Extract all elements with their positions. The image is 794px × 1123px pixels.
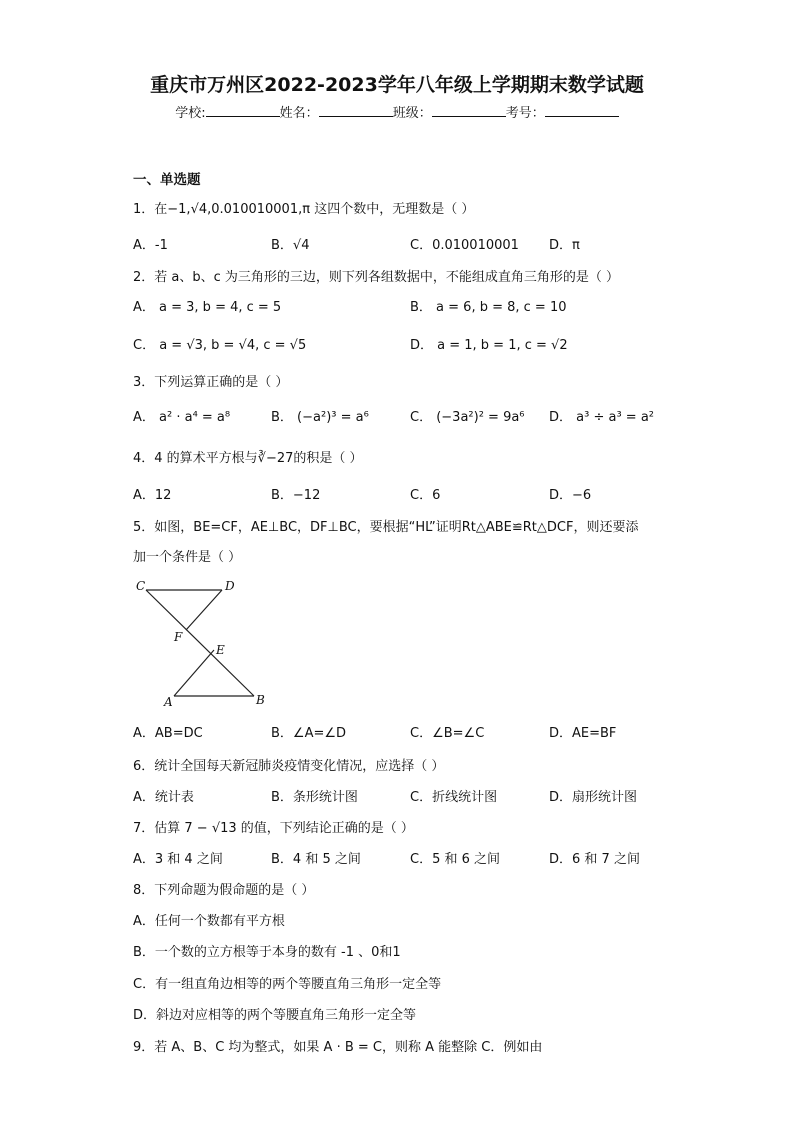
q5-option-c: C．∠B=∠C (410, 726, 485, 741)
name-blank[interactable] (319, 104, 393, 117)
q4-option-d: D．−6 (549, 488, 592, 503)
segment-ea (174, 650, 214, 696)
q5-option-d: D．AE=BF (549, 726, 617, 741)
q3-option-b: B． (−a²)³ = a⁶ (271, 410, 369, 425)
q3-option-d: D． a³ ÷ a³ = a² (549, 410, 654, 425)
q1-option-a: A．-1 (133, 238, 168, 253)
q2-option-a: A． a = 3, b = 4, c = 5 (133, 300, 282, 315)
school-blank[interactable] (206, 104, 280, 117)
question-2-stem: 2．若 a、b、c 为三角形的三边，则下列各组数据中，不能组成直角三角形的是（ ） (133, 270, 620, 285)
q6-option-d: D．扇形统计图 (549, 790, 638, 805)
school-label: 学校: (175, 106, 206, 121)
q6-option-a: A．统计表 (133, 790, 194, 805)
label-e: E (216, 643, 225, 657)
q7-option-d: D．6 和 7 之间 (549, 852, 640, 867)
question-4-stem: 4．4 的算术平方根与∛−27的积是（ ） (133, 451, 363, 466)
q6-option-c: C．折线统计图 (410, 790, 498, 805)
q7-option-a: A．3 和 4 之间 (133, 852, 223, 867)
q4-option-c: C．6 (410, 488, 441, 503)
section-title: 一、单选题 (133, 172, 201, 188)
exam-no-blank[interactable] (545, 104, 619, 117)
question-5-stem-cont: 加一个条件是（ ） (133, 550, 242, 565)
name-label: 姓名： (279, 106, 319, 121)
question-7-stem: 7．估算 7 − √13 的值，下列结论正确的是（ ） (133, 821, 414, 836)
q4-option-b: B．−12 (271, 488, 321, 503)
q7-option-c: C．5 和 6 之间 (410, 852, 501, 867)
student-info-line (0, 102, 794, 121)
q8-option-a: A．任何一个数都有平方根 (133, 914, 285, 929)
question-9-stem: 9．若 A、B、C 均为整式，如果 A · B = C，则称 A 能整除 C．例如由 (133, 1040, 543, 1055)
class-blank[interactable] (432, 104, 506, 117)
page-title: 重庆市万州区2022-2023学年八年级上学期期末数学试题 (150, 74, 644, 96)
exam-no-label: 考号： (505, 106, 545, 121)
question-6-stem: 6．统计全国每天新冠肺炎疫情变化情况，应选择（ ） (133, 759, 445, 774)
q5-option-b: B．∠A=∠D (271, 726, 347, 741)
q4-option-a: A．12 (133, 488, 172, 503)
q2-option-b: B． a = 6, b = 8, c = 10 (410, 300, 567, 315)
geometry-figure (130, 574, 280, 714)
segment-df (186, 590, 222, 630)
question-3-stem: 3．下列运算正确的是（ ） (133, 375, 289, 390)
q3-option-a: A． a² · a⁴ = a⁸ (133, 410, 231, 425)
q7-option-b: B．4 和 5 之间 (271, 852, 361, 867)
question-5-stem: 5．如图，BE=CF，AE⊥BC，DF⊥BC，要根据“HL”证明Rt△ABE≌Rt△DCF，则还要添 (133, 520, 639, 535)
label-b: B (256, 693, 265, 707)
q5-option-a: A．AB=DC (133, 726, 203, 741)
q2-option-c: C． a = √3, b = √4, c = √5 (133, 338, 307, 353)
q6-option-b: B．条形统计图 (271, 790, 358, 805)
q8-option-b: B．一个数的立方根等于本身的数有 -1 、0和1 (133, 945, 401, 960)
question-1-stem: 1．在−1,√4,0.010010001,π 这四个数中，无理数是（ ） (133, 202, 475, 217)
label-d: D (225, 579, 235, 593)
q8-option-c: C．有一组直角边相等的两个等腰直角三角形一定全等 (133, 977, 442, 992)
class-label: 班级： (392, 106, 432, 121)
label-a: A (164, 695, 173, 709)
q1-option-b: B．√4 (271, 238, 310, 253)
label-f: F (174, 630, 183, 644)
q8-option-d: D．斜边对应相等的两个等腰直角三角形一定全等 (133, 1008, 417, 1023)
label-c: C (136, 579, 146, 593)
q2-option-d: D． a = 1, b = 1, c = √2 (410, 338, 568, 353)
segment-cb (146, 590, 254, 696)
q1-option-c: C．0.010010001 (410, 238, 519, 253)
q3-option-c: C． (−3a²)² = 9a⁶ (410, 410, 525, 425)
question-8-stem: 8．下列命题为假命题的是（ ） (133, 883, 315, 898)
q1-option-d: D．π (549, 238, 580, 253)
